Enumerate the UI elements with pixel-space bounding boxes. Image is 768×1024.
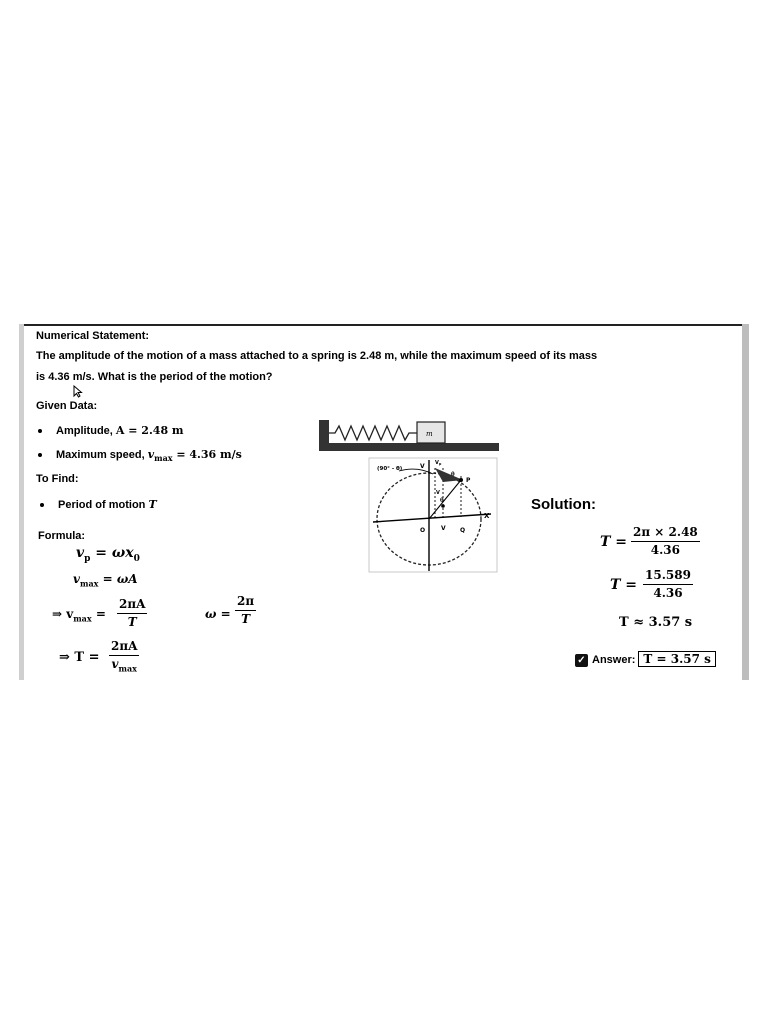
statement-heading: Numerical Statement: xyxy=(36,330,150,342)
f3-eq: = xyxy=(91,607,106,621)
f3-sub: max xyxy=(73,613,92,624)
f3-num: 2πA xyxy=(117,597,147,614)
amplitude-value: A = 2.48 m xyxy=(115,424,184,437)
formula-vmax-implies xyxy=(52,607,106,623)
v-label: V xyxy=(420,463,425,470)
vp-sub: p xyxy=(438,462,442,466)
base-track xyxy=(319,443,499,451)
formula-vmax xyxy=(73,572,138,588)
cursor-icon xyxy=(73,385,83,398)
bullet-icon xyxy=(38,453,42,457)
f5-den-sub: max xyxy=(118,663,137,674)
formula-fraction-T xyxy=(109,639,139,676)
answer-value: T = 3.57 s xyxy=(638,651,716,667)
x-label: X xyxy=(484,512,490,520)
spring xyxy=(329,426,417,440)
angle-label: (90° - θ) xyxy=(377,466,403,472)
f3-den: T xyxy=(127,615,137,629)
formula-vp xyxy=(76,545,140,564)
answer-row xyxy=(575,652,716,667)
max-speed-symbol: v xyxy=(147,448,155,461)
f1-v: v xyxy=(76,545,85,561)
f1-sub: p xyxy=(84,553,91,564)
s1-den: 4.36 xyxy=(650,543,680,557)
solution-T-lhs-1: T = xyxy=(600,534,628,550)
solution-T-lhs-2: T = xyxy=(610,577,638,593)
q-label: Q xyxy=(460,527,466,534)
formula-heading: Formula: xyxy=(38,530,86,542)
formula-fraction-2pi-T xyxy=(235,594,256,627)
given-heading: Given Data: xyxy=(36,400,98,412)
s2-num: 15.589 xyxy=(643,568,693,585)
v-origin-label: V xyxy=(441,525,446,532)
theta-label-1: θ xyxy=(451,472,455,478)
find-item xyxy=(40,498,157,511)
f2-lhs: v xyxy=(73,572,80,586)
bullet-icon xyxy=(40,503,44,507)
mass-label: m xyxy=(426,430,433,438)
statement-line-1: The amplitude of the motion of a mass attached to a spring is 2.48 m, while the maximum speed of its mass xyxy=(36,350,598,362)
f5-den-v: v xyxy=(111,657,119,671)
spring-mass-diagram xyxy=(317,416,501,574)
point-p xyxy=(459,478,463,482)
problem-card xyxy=(19,324,749,680)
given-amplitude xyxy=(38,424,184,437)
top-divider xyxy=(19,324,749,326)
f2-rhs: = ωA xyxy=(98,572,138,586)
find-item-symbol: T xyxy=(148,498,157,511)
f5-lhs: ⇒ T = xyxy=(59,650,100,665)
max-speed-sub: max xyxy=(154,453,173,464)
right-edge-bar xyxy=(742,324,749,680)
amplitude-label: Amplitude, xyxy=(56,425,116,437)
vp-text: V xyxy=(435,460,439,466)
formula-T-implies xyxy=(59,650,100,665)
f4-lhs: ω = xyxy=(205,607,231,621)
max-speed-value: = 4.36 m/s xyxy=(172,448,242,461)
given-max-speed xyxy=(38,448,242,463)
solution-fraction-1 xyxy=(631,525,700,558)
statement-line-2: is 4.36 m/s. What is the period of the motion? xyxy=(36,371,273,383)
s1-num: 2π × 2.48 xyxy=(631,525,700,542)
formula-fraction-2piA-T xyxy=(117,597,147,630)
solution-fraction-2 xyxy=(643,568,693,601)
max-speed-label: Maximum speed, xyxy=(56,449,148,461)
f1-rhs: = ωx xyxy=(90,545,134,561)
f4-den: T xyxy=(241,612,251,626)
o-label: O xyxy=(420,527,426,534)
formula-omega xyxy=(205,607,231,621)
f4-num: 2π xyxy=(235,594,256,611)
p-label: P xyxy=(466,477,471,484)
f1-rhs-sub: 0 xyxy=(133,553,140,564)
s2-den: 4.36 xyxy=(653,586,683,600)
f5-den xyxy=(112,656,137,676)
f5-num: 2πA xyxy=(109,639,139,656)
f2-sub: max xyxy=(79,578,99,589)
bullet-icon xyxy=(38,429,42,433)
find-item-label: Period of motion xyxy=(58,499,149,511)
v-arrow-label: V xyxy=(436,490,440,496)
solution-heading: Solution: xyxy=(531,496,596,513)
theta-label-2: θ xyxy=(440,498,444,504)
f3-lhs: ⇒ v xyxy=(52,607,74,621)
answer-label: Answer: xyxy=(592,654,636,666)
point-theta xyxy=(441,504,445,508)
left-edge-bar xyxy=(19,324,24,680)
find-heading: To Find: xyxy=(36,473,79,485)
solution-T-approx: T ≈ 3.57 s xyxy=(619,615,693,630)
checkbox-check-icon: ✓ xyxy=(575,654,588,667)
